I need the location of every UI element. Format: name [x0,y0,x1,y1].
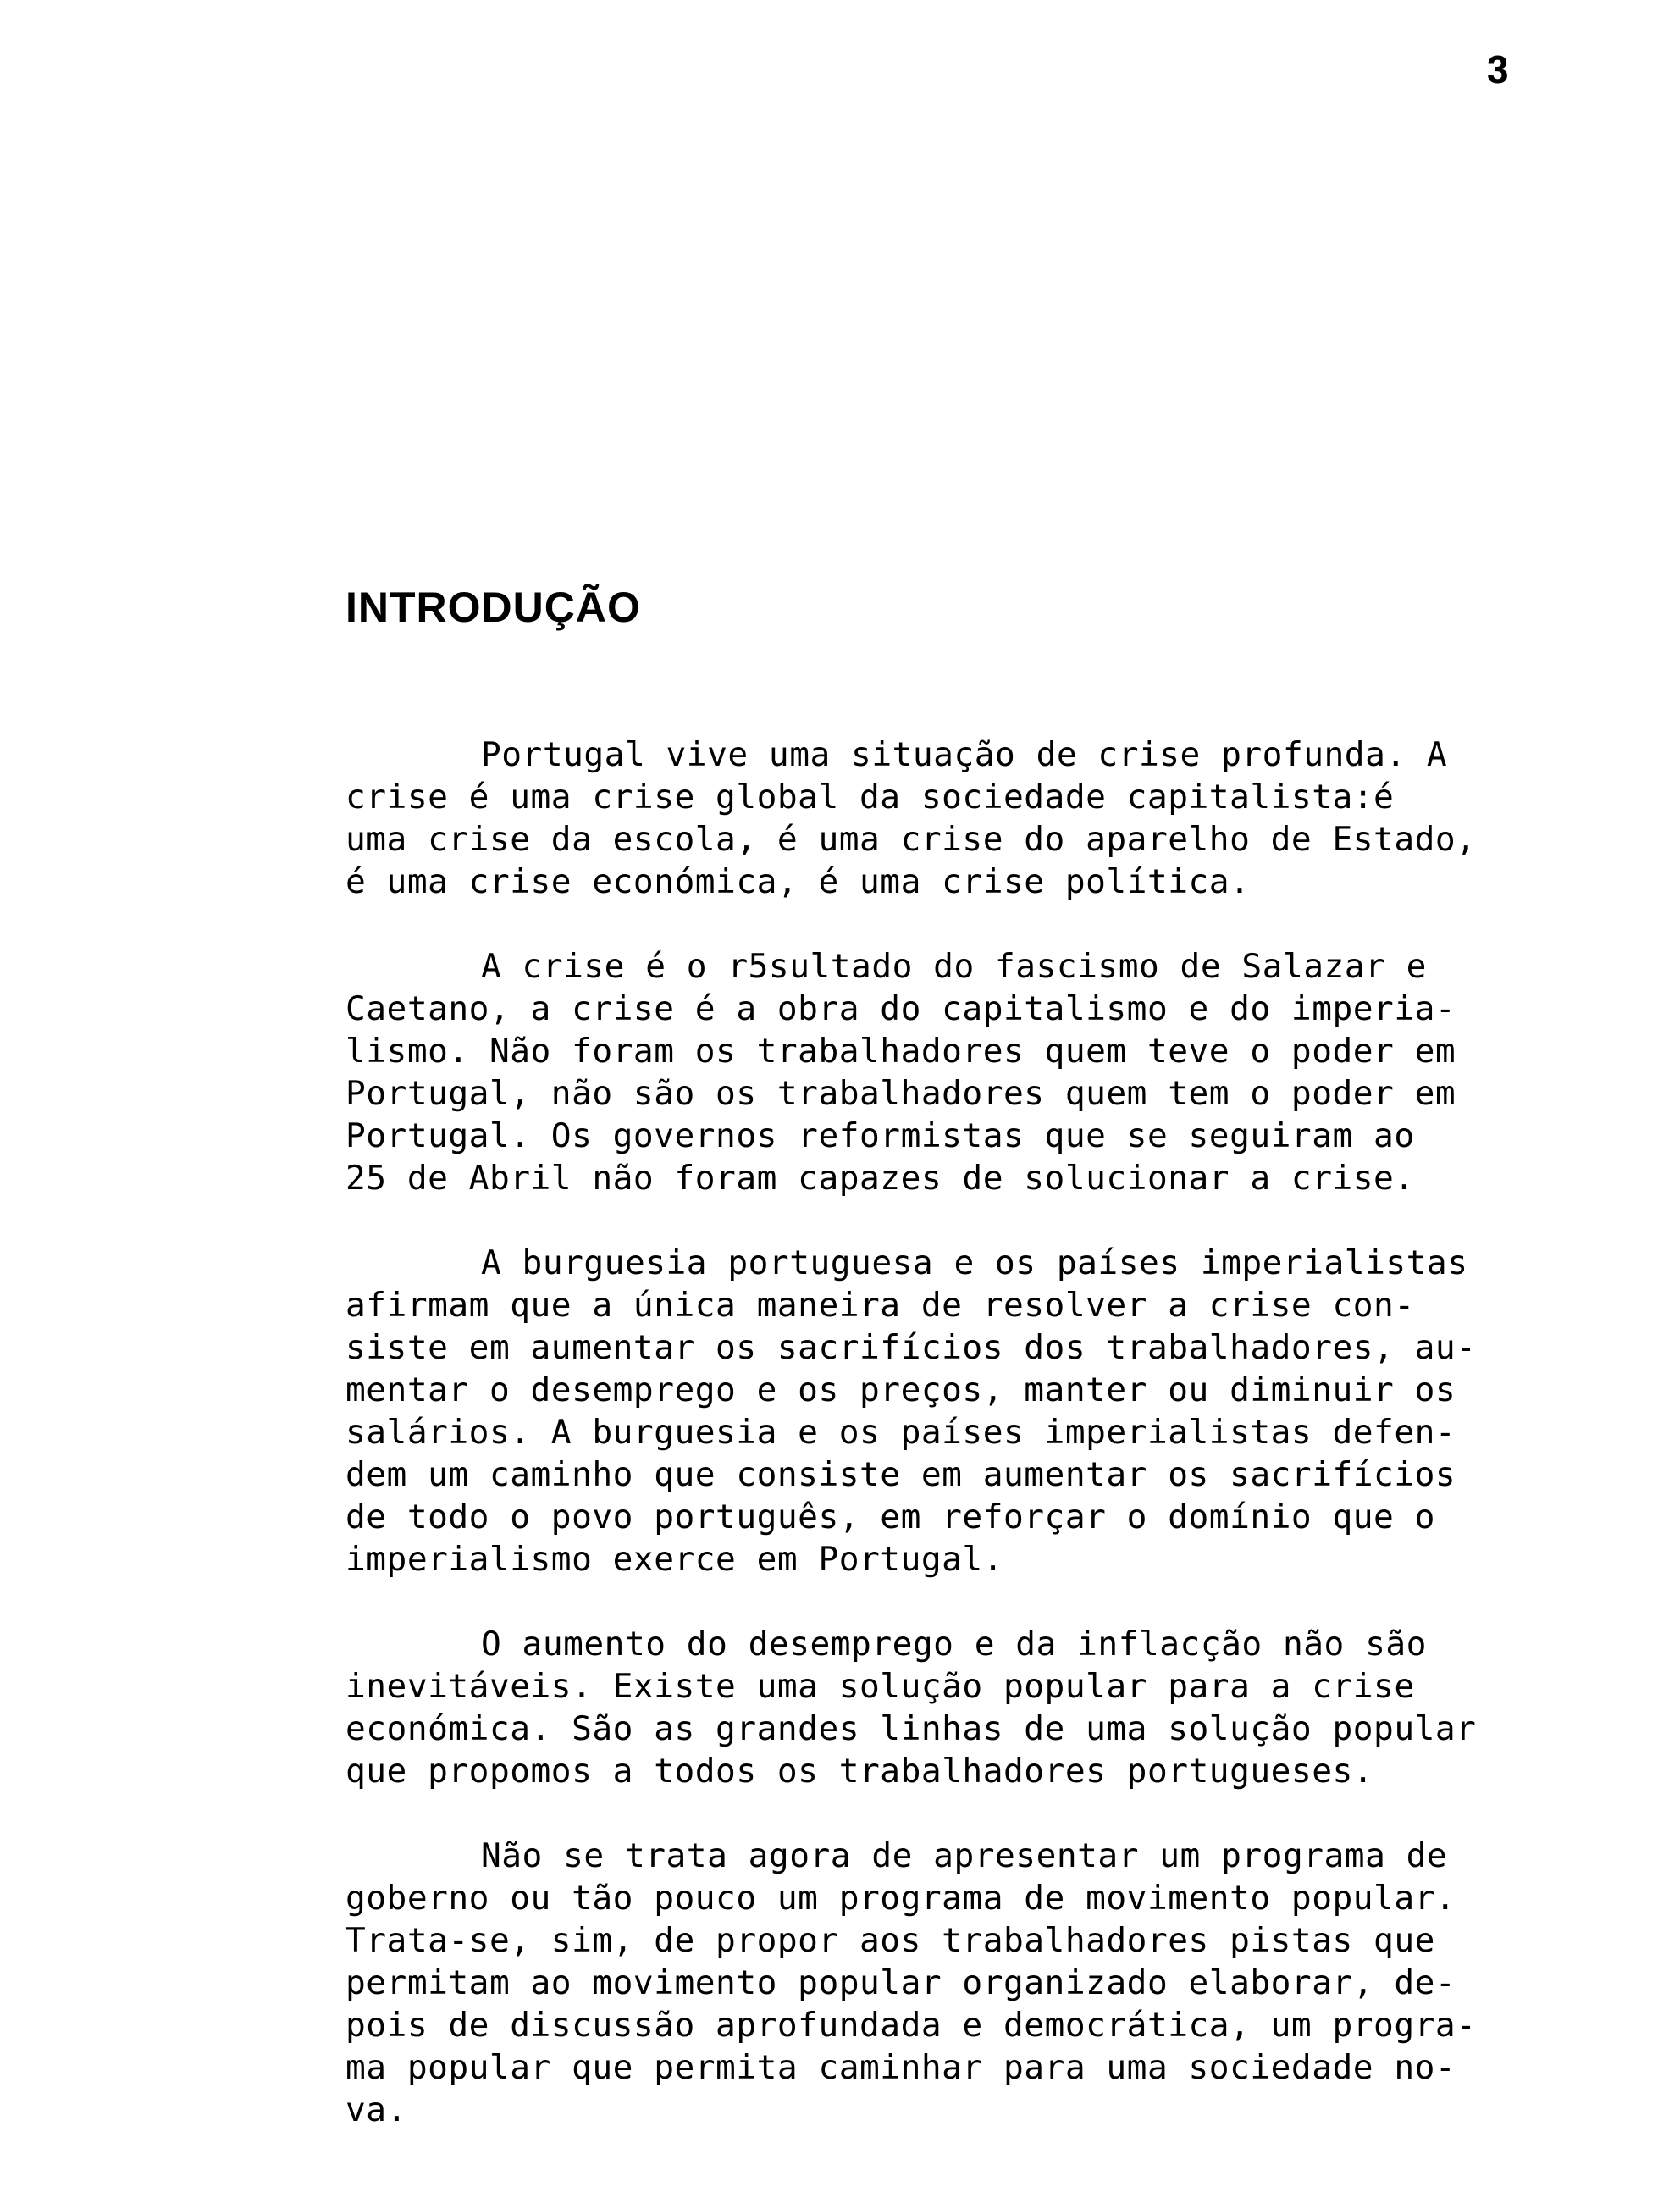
paragraph-1: Portugal vive uma situação de crise profunda. A crise é uma crise global da sociedade capitalista:é uma crise da escola, é uma crise do aparelho de Estado, é uma crise económica, é uma crise política. [345,735,1477,901]
paragraph-4: O aumento do desemprego e da inflacção não são inevitáveis. Existe uma solução popular para a crise económica. São as grandes linhas de uma solução popular que propomos a todos os trabalhadores portugueses. [345,1625,1477,1791]
paragraph-3: A burguesia portuguesa e os países imperialistas afirmam que a única maneira de resolver a crise con- siste em aumentar os sacrifícios dos trabalhadores, au- mentar o desemprego e os preços, manter ou diminuir os salários. A burguesia e os países imperialistas defen- dem um caminho que consiste em aumentar os sacrifícios de todo o povo português, em reforçar o domínio que o imperialismo exerce em Portugal. [345,1243,1477,1579]
section-heading: INTRODUÇÃO [345,584,641,631]
body-text [345,734,1612,2131]
paragraph-5: Não se trata agora de apresentar um programa de goberno ou tão pouco um programa de movimento popular. Trata-se, sim, de propor aos trabalhadores pistas que permitam ao movimento popular organizado elaborar, de- pois de discussão aprofundada e democrática, um progra- ma popular que permita caminhar para uma sociedade no- va. [345,1836,1477,2129]
page-number: 3 [1487,47,1509,91]
paragraph-2: A crise é o r5sultado do fascismo de Salazar e Caetano, a crise é a obra do capitalismo e do imperia- lismo. Não foram os trabalhadores quem teve o poder em Portugal, não são os trabalhadores quem tem o poder em Portugal. Os governos reformistas que se seguiram ao 25 de Abril não foram capazes de solucionar a crise. [345,947,1456,1198]
